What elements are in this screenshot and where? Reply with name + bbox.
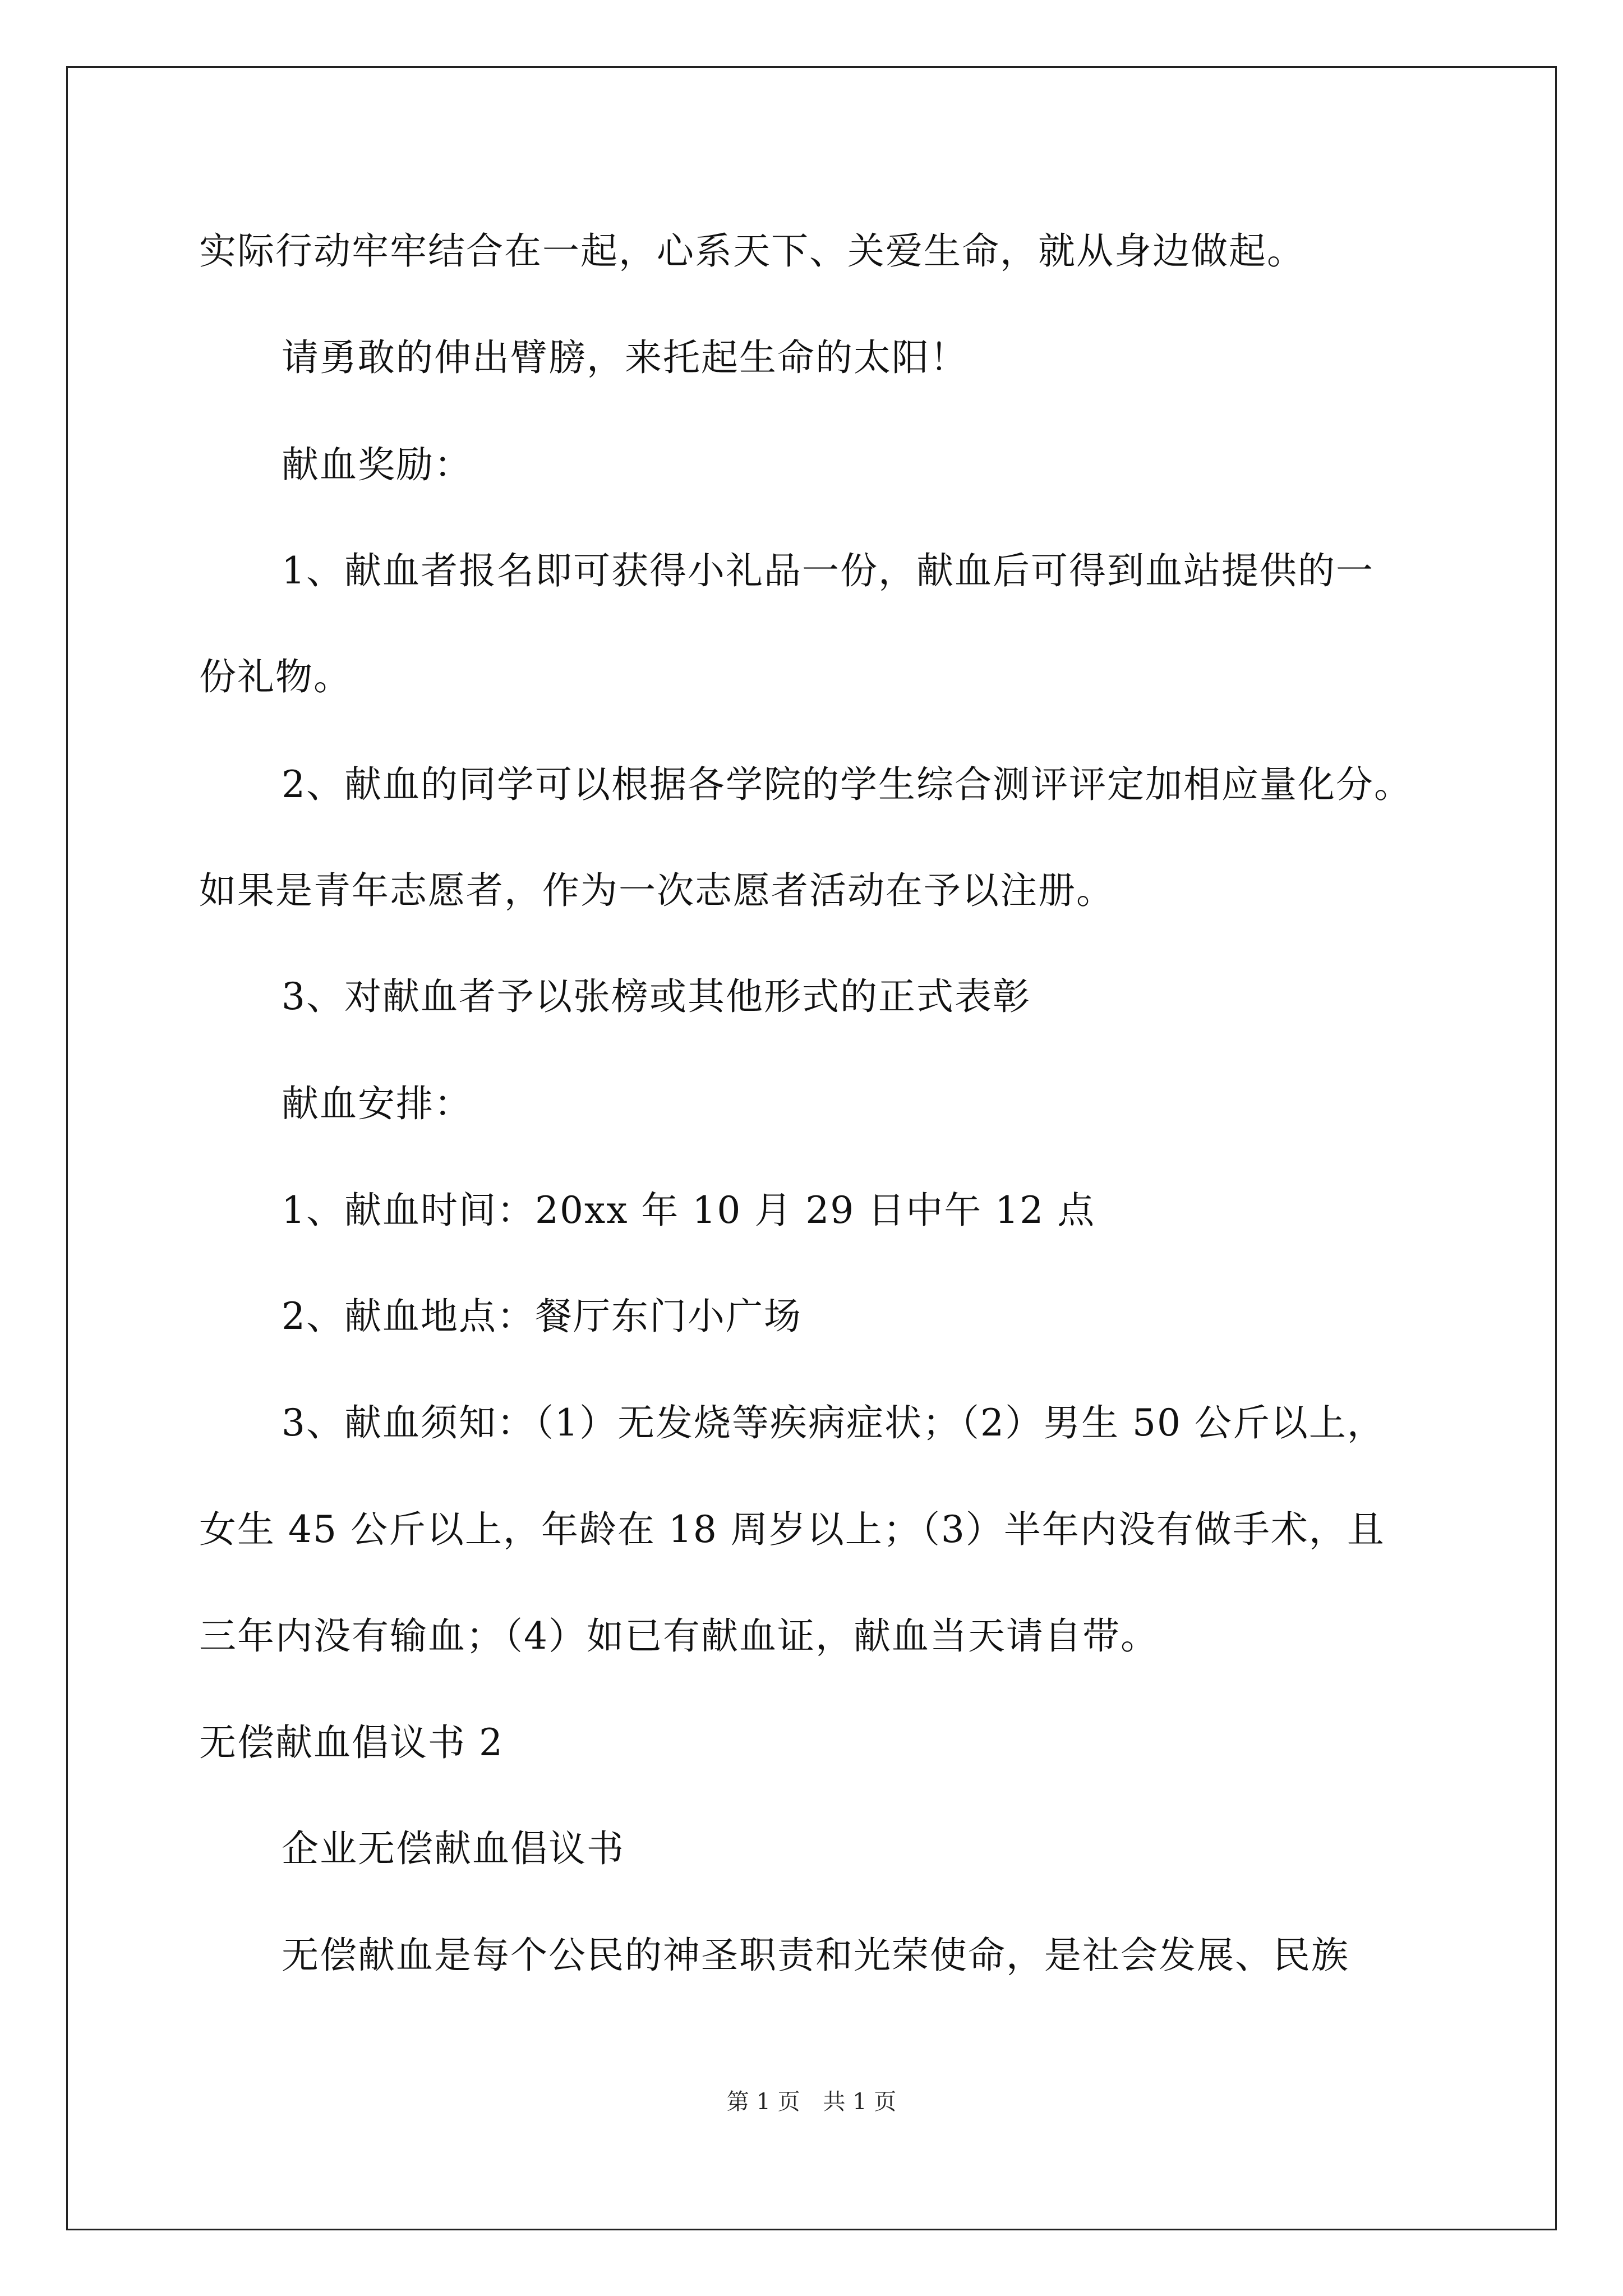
paragraph-line: 三年内没有输血；（4）如已有献血证，献血当天请自带。	[199, 1614, 1159, 1658]
section-heading: 献血奖励：	[282, 443, 472, 486]
paragraph-line: 无偿献血是每个公民的神圣职责和光荣使命，是社会发展、民族	[282, 1934, 1349, 1977]
page-border	[66, 66, 1557, 2230]
paragraph-line: 女生 45 公斤以上，年龄在 18 周岁以上；（3）半年内没有做手术，且	[199, 1508, 1385, 1551]
paragraph-line: 实际行动牢牢结合在一起，心系天下、关爱生命，就从身边做起。	[199, 229, 1305, 273]
paragraph-line: 份礼物。	[199, 655, 352, 698]
paragraph-line: 3、献血须知：（1）无发烧等疾病症状；（2）男生 50 公斤以上，	[282, 1401, 1385, 1444]
paragraph-line: 2、献血的同学可以根据各学院的学生综合测评评定加相应量化分。	[282, 763, 1412, 806]
paragraph-line: 3、对献血者予以张榜或其他形式的正式表彰	[282, 975, 1031, 1018]
paragraph-line: 1、献血者报名即可获得小礼品一份，献血后可得到血站提供的一	[282, 549, 1374, 592]
page-footer	[0, 2088, 1623, 2116]
document-title: 无偿献血倡议书 2	[199, 1721, 504, 1764]
section-heading: 献血安排：	[282, 1082, 472, 1125]
page-count: 共 1 页	[823, 2089, 897, 2115]
paragraph-line: 1、献血时间：20xx 年 10 月 29 日中午 12 点	[282, 1189, 1096, 1232]
paragraph-line: 如果是青年志愿者，作为一次志愿者活动在予以注册。	[199, 869, 1114, 912]
page-number: 第 1 页	[726, 2089, 800, 2115]
subtitle: 企业无偿献血倡议书	[282, 1827, 625, 1870]
paragraph-line: 2、献血地点：餐厅东门小广场	[282, 1295, 802, 1338]
paragraph-line: 请勇敢的伸出臂膀，来托起生命的太阳！	[282, 336, 968, 379]
